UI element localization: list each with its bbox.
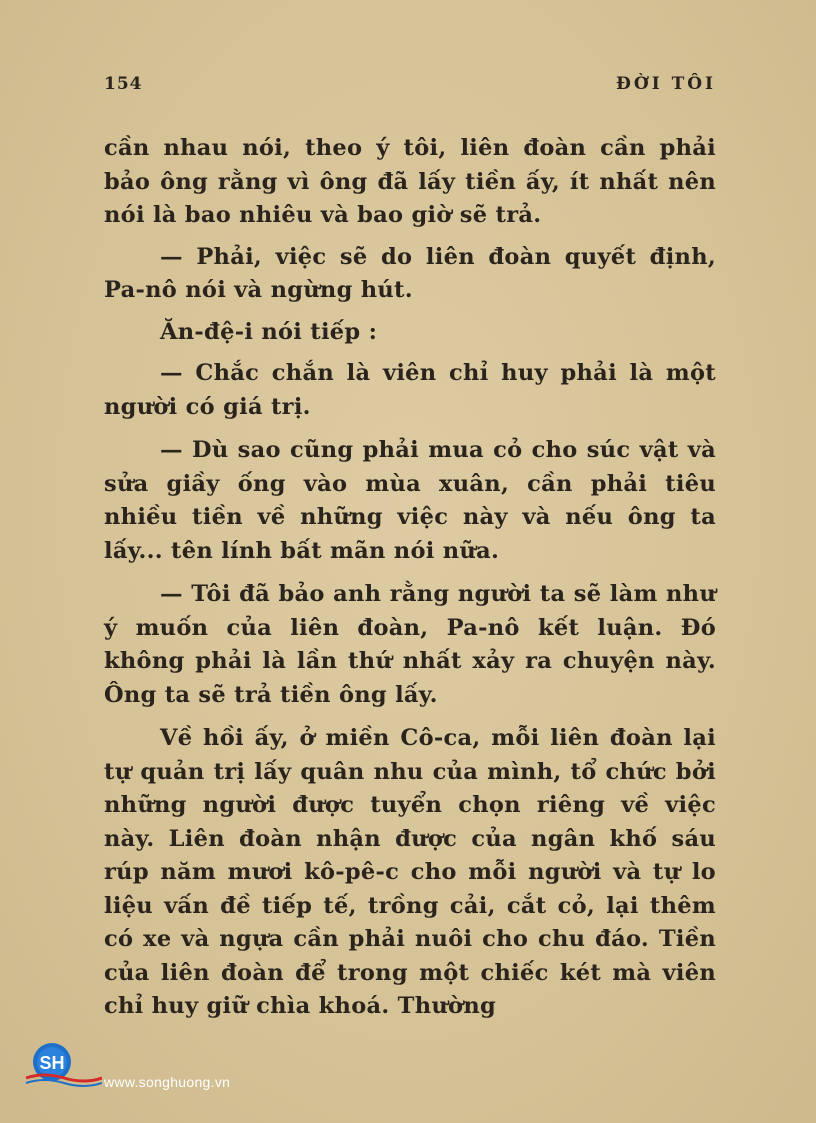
paragraph-4: — Chắc chắn là viên chỉ huy phải là một người có giá trị. — [104, 360, 716, 420]
paragraph-1: cần nhau nói, theo ý tôi, liên đoàn cần phải bảo ông rằng vì ông đã lấy tiền ấy, ít nhất nên nói là bao nhiêu và bao giờ sẽ trả. — [104, 135, 716, 228]
paragraph-2: — Phải, việc sẽ do liên đoàn quyết định, Pa-nô nói và ngừng hút. — [104, 243, 716, 303]
running-head: ĐỜI TÔI — [616, 74, 716, 94]
paragraph-5: — Dù sao cũng phải mua cỏ cho súc vật và sửa giầy ống vào mùa xuân, cần phải tiêu nhiều tiền về những việc này và nếu ông ta lấy... tên lính bất mãn nói nữa. — [104, 437, 716, 564]
page-header — [104, 74, 716, 100]
page-number: 154 — [104, 74, 143, 94]
logo-text: SH — [39, 1053, 65, 1073]
paragraph-3: Ăn-đệ-i nói tiếp : — [160, 318, 378, 345]
site-url: www.songhuong.vn — [104, 1074, 231, 1090]
paragraph-7: Về hồi ấy, ở miền Cô-ca, mỗi liên đoàn lại tự quản trị lấy quân nhu của mình, tổ chức bởi những người được tuyển chọn riêng về việc này. Liên đoàn nhận được của ngân khố sáu rúp năm mươi kô-pê-c cho mỗi người và tự lo liệu vấn đề tiếp tế, trồng cải, cắt cỏ, lại thêm có xe và ngựa cần phải nuôi cho chu đáo. Tiền của liên đoàn để trong một chiếc két mà viên chỉ huy giữ chìa khoá. Thường — [104, 725, 716, 1019]
body-text — [104, 132, 716, 1032]
paragraph-6: — Tôi đã bảo anh rằng người ta sẽ làm như ý muốn của liên đoàn, Pa-nô kết luận. Đó không phải là lần thứ nhất xảy ra chuyện này. Ông ta sẽ trả tiền ông lấy. — [104, 581, 716, 708]
site-watermark — [24, 1042, 284, 1090]
songhuong-logo-icon — [24, 1042, 102, 1090]
